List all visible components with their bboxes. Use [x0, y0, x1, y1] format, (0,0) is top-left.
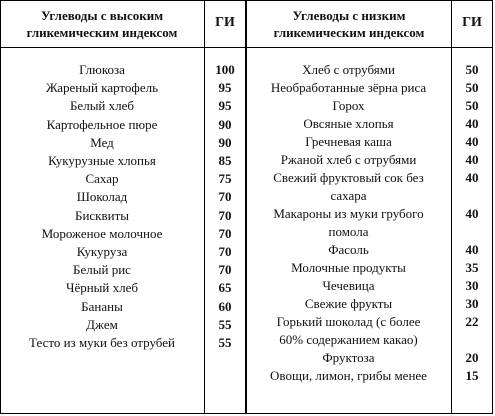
gi-value: 50 — [465, 62, 479, 77]
carb-name: Жареный картофель — [45, 80, 159, 96]
gi-value: 50 — [465, 80, 479, 95]
gi-value: 22 — [465, 314, 479, 329]
carb-name: Свежие фрукты — [304, 296, 393, 311]
gi-value: 40 — [465, 152, 479, 167]
gi-value: 90 — [218, 134, 232, 150]
carb-name: Макароны из муки грубого — [273, 206, 424, 221]
carb-name: Сахар — [85, 171, 119, 187]
gi-value: 40 — [465, 170, 479, 185]
gi-value: 95 — [218, 80, 232, 96]
gi-value: 55 — [218, 335, 232, 350]
carb-name: Горький шоколад (с более — [276, 314, 421, 329]
gi-value: 70 — [218, 262, 232, 278]
gi-value: 70 — [218, 244, 232, 259]
gi-value: 55 — [218, 316, 232, 332]
carb-name: Фасоль — [328, 242, 369, 257]
gi-value: 40 — [465, 242, 479, 257]
gi-value: 60 — [218, 298, 232, 314]
carb-name: Овощи, лимон, грибы менее — [270, 368, 427, 383]
carb-name: Свежий фруктовый сок без — [273, 170, 424, 185]
carb-name: Молочные продукты — [291, 260, 406, 275]
carb-name-continued: 60% содержанием какао) — [279, 332, 418, 347]
gi-value: 30 — [465, 278, 479, 293]
gi-value: 70 — [218, 225, 232, 241]
carb-name: Мороженое молочное — [41, 225, 163, 241]
carb-name: Чёрный хлеб — [66, 280, 138, 296]
carb-name: Шоколад — [76, 189, 128, 205]
carb-name: Картофельное пюре — [46, 116, 158, 132]
carb-name: Кукурузные хлопья — [48, 153, 156, 168]
right-gi-header: ГИ — [462, 15, 482, 30]
carb-name: Фруктоза — [322, 350, 375, 365]
gi-value: 35 — [465, 260, 479, 275]
carb-name: Бисквиты — [74, 207, 130, 223]
carb-name: Необработанные зёрна риса — [270, 80, 427, 95]
gi-value: 75 — [218, 171, 232, 187]
carb-name: Белый рис — [73, 262, 131, 278]
carb-name: Глюкоза — [79, 62, 125, 77]
header-divider — [0, 47, 493, 48]
carb-name: Хлеб с отрубями — [302, 62, 395, 77]
gi-value: 50 — [465, 98, 479, 113]
gi-value: 30 — [465, 296, 479, 311]
gi-value: 40 — [465, 206, 479, 221]
carb-name: Ржаной хлеб с отрубями — [280, 152, 417, 167]
carb-name: Бананы — [81, 298, 123, 314]
carb-name: Гречневая каша — [305, 134, 392, 149]
carb-name: Горох — [332, 98, 365, 113]
gi-value: 85 — [218, 153, 232, 168]
carb-name: Мед — [90, 134, 114, 150]
carb-name: Чечевица — [322, 278, 375, 293]
gi-value: 40 — [465, 134, 479, 149]
gi-value: 100 — [215, 62, 235, 77]
gi-value: 15 — [465, 368, 479, 383]
left-header-title: Углеводы с высоким гликемическим индексом — [26, 8, 178, 40]
left-gi-header: ГИ — [215, 15, 235, 30]
gi-value: 65 — [218, 280, 232, 296]
gi-value: 40 — [465, 116, 479, 131]
carb-name: Кукуруза — [76, 244, 128, 259]
right-header-title: Углеводы с низким гликемическим индексом — [273, 8, 425, 40]
carb-name: Джем — [86, 316, 118, 332]
gi-value: 90 — [218, 116, 232, 132]
carb-name-continued: помола — [328, 224, 369, 239]
gi-value: 70 — [218, 189, 232, 205]
gi-value: 70 — [218, 207, 232, 223]
carb-name-continued: сахара — [330, 188, 367, 203]
carb-name: Белый хлеб — [69, 98, 135, 114]
gi-value: 20 — [465, 350, 479, 365]
gi-value: 95 — [218, 98, 232, 114]
carb-name: Тесто из муки без отрубей — [29, 335, 175, 350]
carb-name: Овсяные хлопья — [303, 116, 394, 131]
